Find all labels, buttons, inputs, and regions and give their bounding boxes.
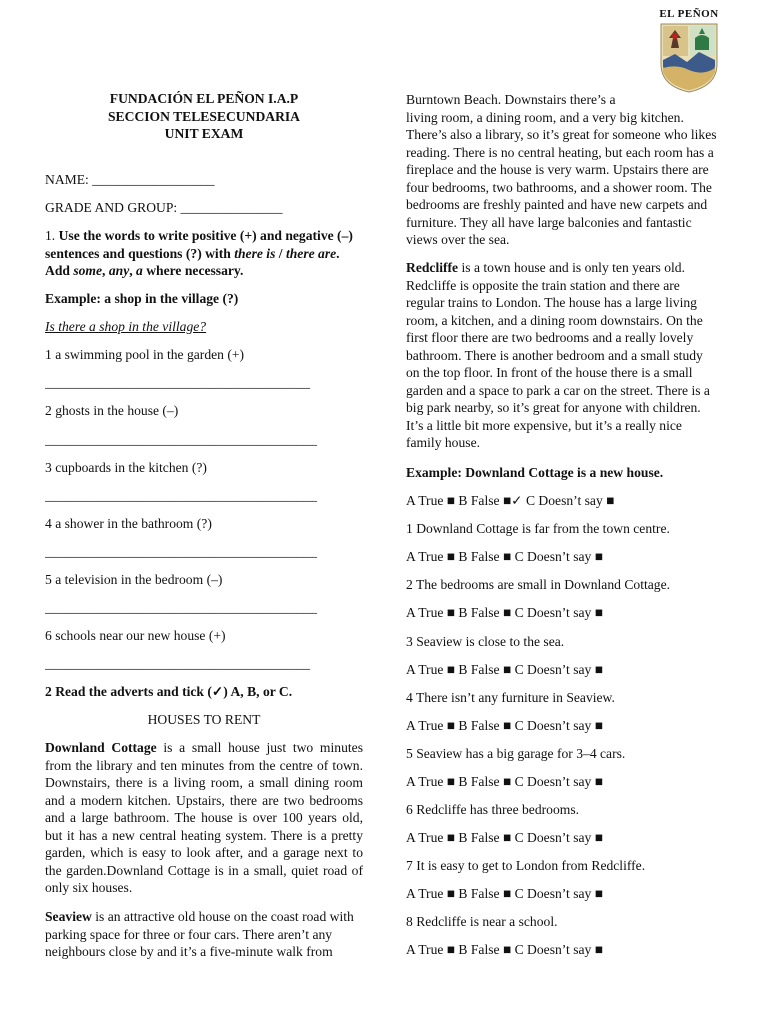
seaview-line: views over the sea. [406, 232, 510, 247]
item-5: 5 a television in the bedroom (–) [45, 572, 223, 587]
instruction-any: any [108, 263, 130, 278]
instruction-comma: , [102, 263, 109, 278]
seaview-line: bedrooms are freshly painted and have new carpets and [406, 197, 708, 212]
instruction-slash: / [275, 245, 286, 261]
redcliffe-line: It’s a little bit more expensive, but it’s a really nice [406, 417, 682, 433]
downland-text: is a small house just two minutes from the library and ten minutes from the centre of town. Downstairs, there is a living room, a small dining room and a modern kitchen. Upstairs, there are two bedrooms and a large bathroom. The house is over 100 years old, but it has a new central heating system. There is a pretty garden, which is easy to look after, and a garage next to the garden.Downland Cottage is in a small, quiet road of only six houses. [45, 740, 363, 895]
example-answer: Is there a shop in the village? [45, 319, 207, 334]
redcliffe-line: room, a kitchen, and a dining room downstairs. On the [406, 312, 703, 328]
options-3[interactable]: A True ■ B False ■ C Doesn’t say ■ [406, 662, 603, 677]
instruction-text: where necessary. [142, 263, 244, 278]
instruction-a: a [136, 263, 143, 278]
example-statement: Example: Downland Cottage is a new house. [406, 465, 664, 480]
houses-title: HOUSES TO RENT [147, 712, 261, 727]
item-1: 1 a swimming pool in the garden (+) [45, 347, 245, 362]
redcliffe-line: big park nearby, so it’s great for anyone with children. [406, 400, 701, 415]
exercise-2-instructions: 2 Read the adverts and tick (✓) A, B, or C. [45, 684, 293, 699]
answer-line-4[interactable]: ________________________________________ [45, 544, 317, 559]
answer-line-2[interactable]: ________________________________________ [45, 432, 317, 447]
instruction-text: Use the words to write positive (+) and negative (–) sentences and questions (?) with [45, 228, 353, 261]
options-5[interactable]: A True ■ B False ■ C Doesn’t say ■ [406, 774, 603, 789]
answer-line-5[interactable]: ________________________________________ [45, 600, 317, 615]
seaview-advert [45, 908, 363, 961]
redcliffe-line: on the top floor. In front of the house there is a small [406, 365, 693, 380]
redcliffe-line: Redcliffe is opposite the train station and there are [406, 277, 680, 293]
seaview-text-line: parking space for three or four cars. There aren’t any [45, 926, 333, 942]
redcliffe-line: regular trains to London. The house has a large living [406, 295, 697, 310]
question-3: 3 Seaview is close to the sea. [406, 634, 565, 649]
name-field: NAME: __________________ [45, 172, 215, 187]
seaview-line: Burntown Beach. Downstairs there’s a [406, 92, 616, 107]
redcliffe-line: garden and a space to park a car on the street. There is a [406, 382, 710, 398]
question-4: 4 There isn’t any furniture in Seaview. [406, 690, 615, 705]
options-4[interactable]: A True ■ B False ■ C Doesn’t say ■ [406, 718, 603, 733]
instruction-there-is: there is [234, 245, 276, 261]
seaview-line: four bedrooms, two bathrooms, and a shower room. The [406, 179, 712, 195]
section-name: SECCION TELESECUNDARIA [108, 108, 300, 124]
instruction-comma: , [129, 263, 137, 278]
instruction-text: . Add [45, 245, 340, 278]
school-logo [657, 8, 721, 94]
redcliffe-line: is a town house and is only ten years old. [458, 260, 685, 275]
example-options: A True ■ B False ■✓ C Doesn’t say ■ [406, 493, 615, 508]
question-8: 8 Redcliffe is near a school. [406, 914, 558, 929]
downland-advert [45, 739, 363, 897]
question-7: 7 It is easy to get to London from Redcliffe. [406, 858, 646, 873]
item-2: 2 ghosts in the house (–) [45, 403, 179, 418]
answer-line-1[interactable]: _______________________________________ [45, 375, 311, 390]
seaview-text-line: neighbours close by and it’s a five-minute walk from [45, 944, 333, 959]
example-label: Example: a shop in the village (?) [45, 291, 239, 306]
item-6: 6 schools near our new house (+) [45, 628, 226, 643]
downland-name: Downland Cottage [45, 740, 157, 755]
question-2: 2 The bedrooms are small in Downland Cottage. [406, 577, 671, 592]
answer-line-3[interactable]: ________________________________________ [45, 488, 317, 503]
seaview-name: Seaview [45, 909, 92, 924]
redcliffe-line: family house. [406, 435, 480, 450]
options-2[interactable]: A True ■ B False ■ C Doesn’t say ■ [406, 605, 603, 620]
instruction-there-are: there are [285, 245, 337, 261]
exercise-number: 1. [45, 228, 56, 243]
redcliffe-name: Redcliffe [406, 260, 459, 275]
seaview-line: There’s also a library, so it’s great for someone who likes [406, 127, 717, 142]
options-1[interactable]: A True ■ B False ■ C Doesn’t say ■ [406, 549, 603, 564]
redcliffe-advert [406, 259, 724, 452]
options-8[interactable]: A True ■ B False ■ C Doesn’t say ■ [406, 942, 603, 957]
question-6: 6 Redcliffe has three bedrooms. [406, 802, 580, 817]
answer-line-6[interactable]: _______________________________________ [45, 656, 311, 671]
exercise-1-instructions [45, 227, 363, 280]
options-6[interactable]: A True ■ B False ■ C Doesn’t say ■ [406, 830, 603, 845]
options-7[interactable]: A True ■ B False ■ C Doesn’t say ■ [406, 886, 603, 901]
redcliffe-line: bathroom. There is another bedroom and a small study [406, 347, 703, 363]
seaview-continued [406, 91, 724, 249]
school-name: FUNDACIÓN EL PEÑON I.A.P [109, 91, 299, 106]
exam-title: UNIT EXAM [164, 126, 244, 141]
coat-of-arms-icon [657, 20, 721, 94]
instruction-some: some [73, 263, 103, 278]
logo-text: EL PEÑON [659, 8, 719, 20]
item-4: 4 a shower in the bathroom (?) [45, 516, 212, 531]
seaview-line: fireplace and the house is very warm. Upstairs there are [406, 162, 709, 177]
seaview-line: reading. There is no central heating, but each room has a [406, 144, 714, 160]
question-5: 5 Seaview has a big garage for 3–4 cars. [406, 746, 626, 761]
item-3: 3 cupboards in the kitchen (?) [45, 460, 207, 475]
question-1: 1 Downland Cottage is far from the town centre. [406, 521, 670, 536]
seaview-line: living room, a dining room, and a very big kitchen. [406, 109, 684, 125]
seaview-line: furniture. They all have large balconies and fantastic [406, 214, 692, 230]
seaview-text-line: is an attractive old house on the coast road with [91, 909, 354, 924]
grade-group-field: GRADE AND GROUP: _______________ [45, 200, 283, 215]
redcliffe-line: first floor there are two bedrooms and a really lovely [406, 330, 694, 345]
